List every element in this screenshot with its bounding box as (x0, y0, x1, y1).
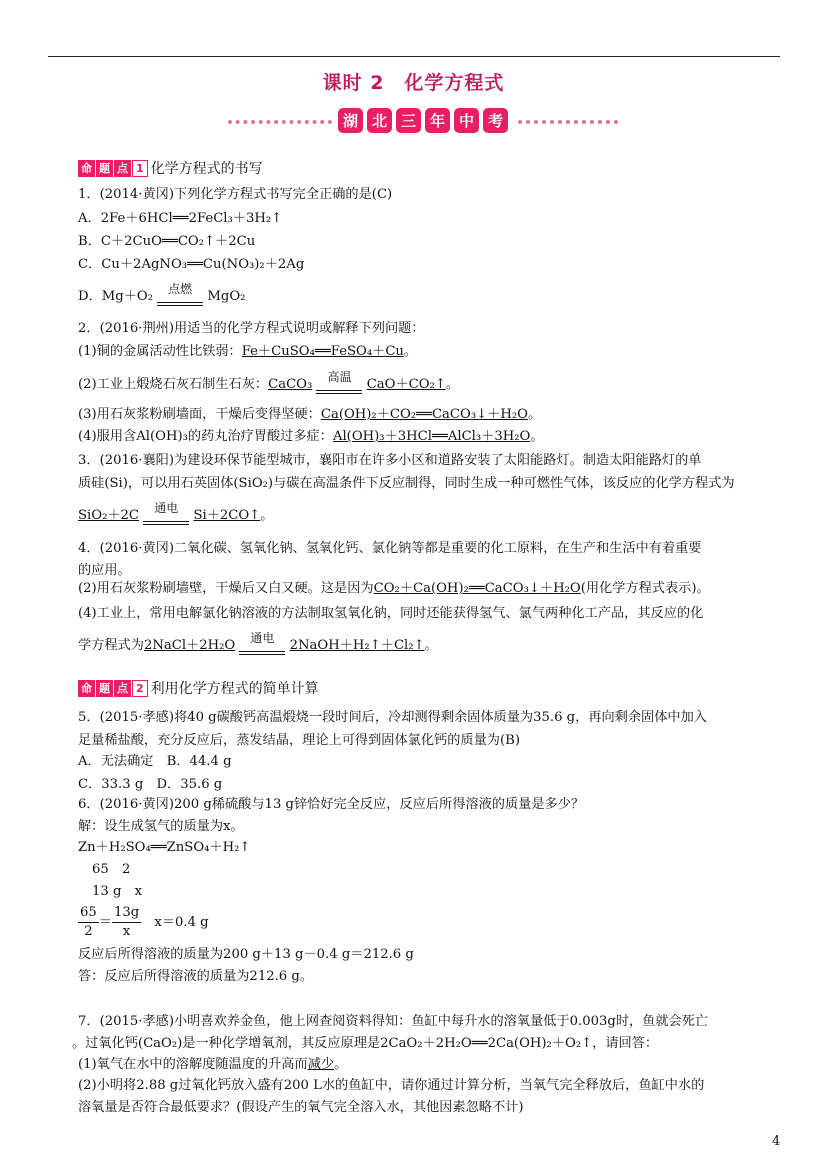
section-title: 利用化学方程式的简单计算 (150, 681, 319, 697)
option-a: A．2Fe＋6HCl══2FeCl₃＋3H₂↑ (78, 211, 283, 226)
q6-step: 反应后所得溶液的质量为200 g＋13 g－0.4 g＝212.6 g (78, 947, 414, 962)
header-rule (48, 56, 780, 57)
banner-char: 年 (425, 108, 450, 133)
question-6: 6．(2016·黄冈)200 g稀硫酸与13 g锌恰好完全反应，反应后所得溶液的质量是多少？ (78, 797, 585, 812)
banner-char: 考 (483, 108, 508, 133)
q7-part-1: (1)氧气在水中的溶解度随温度的升高而减少。 (78, 1057, 348, 1072)
q7-part-2-line-2: 溶氧量是否符合最低要求？(假设产生的氧气完全溶入水，其他因素忽略不计) (78, 1100, 524, 1115)
section-badge: 命 题 点 2 (78, 680, 149, 697)
section-heading-1 (78, 158, 263, 178)
question-4-line-2: 的应用。 (78, 563, 131, 578)
reaction-condition: 通电 (239, 643, 285, 655)
q2-part-3: (3)用石灰浆粉刷墙面，干燥后变得坚硬：Ca(OH)₂＋CO₂══CaCO₃↓＋H₂O。 (78, 407, 542, 422)
question-4-line-1: 4．(2016·黄冈)二氧化碳、氢氧化钠、氢氧化钙、氯化钠等都是重要的化工原料，在生产和生活中有着重要 (78, 541, 702, 556)
q6-step: Zn＋H₂SO₄══ZnSO₄＋H₂↑ (78, 840, 251, 855)
q7-part-2-line-1: (2)小明将2.88 g过氧化钙放入盛有200 L水的鱼缸中，请你通过计算分析，当氧气完全释放后，鱼缸中水的 (78, 1078, 705, 1093)
question-5-line-1: 5．(2015·孝感)将40 g碳酸钙高温煅烧一段时间后，冷却测得剩余固体质量为35.6 g，再向剩余固体中加入 (78, 710, 707, 725)
question-7-line-2: 。过氧化钙(CaO₂)是一种化学增氧剂，其反应原理是2CaO₂＋2H₂O══2Ca(OH)₂＋O₂↑，请回答： (72, 1036, 659, 1051)
question-3-answer: SiO₂＋2C 通电 Si＋2CO↑。 (78, 501, 274, 523)
q5-options-ab: A．无法确定 B．44.4 g (78, 754, 232, 769)
question-1: 1．(2014·黄冈)下列化学方程式书写完全正确的是(C) (78, 187, 393, 202)
q6-step: 解：设生成氢气的质量为x。 (78, 819, 244, 834)
fraction: $\frac{65}{2}$ (80, 905, 97, 939)
page-title: 课时 2 化学方程式 (322, 72, 505, 94)
q6-step: 65 2 (92, 862, 131, 877)
answer: Fe＋CuSO₄══FeSO₄＋Cu (241, 344, 404, 359)
option-d: D．Mg＋O₂ 点燃 MgO₂ (78, 282, 246, 304)
q2-part-1: (1)铜的金属活动性比铁弱：Fe＋CuSO₄══FeSO₄＋Cu。 (78, 344, 418, 359)
banner-dots-right (518, 120, 618, 128)
question-2: 2．(2016·荆州)用适当的化学方程式说明或解释下列问题： (78, 321, 425, 336)
banner-chars (338, 108, 508, 133)
q5-options-cd: C．33.3 g D．35.6 g (78, 777, 223, 792)
question-3-line-1: 3．(2016·襄阳)为建设环保节能型城市，襄阳市在许多小区和道路安装了太阳能路灯。制造太阳能路灯的单 (78, 453, 702, 468)
reaction-condition: 高温 (316, 382, 362, 394)
section-badge: 命 题 点 1 (78, 160, 149, 177)
section-heading-2 (78, 678, 319, 698)
question-5-line-2: 足量稀盐酸，充分反应后，蒸发结晶，理论上可得到固体氯化钙的质量为(B) (78, 733, 520, 748)
reaction-condition: 点燃 (157, 294, 203, 306)
question-3-line-2: 质硅(Si)，可以用石英固体(SiO₂)与碳在高温条件下反应制得，同时生成一种可燃性气体，该反应的化学方程式为 (78, 476, 735, 491)
option-c: C．Cu＋2AgNO₃══Cu(NO₃)₂＋2Ag (78, 257, 305, 272)
reaction-condition: 通电 (143, 513, 189, 525)
banner-char: 中 (454, 108, 479, 133)
question-7-line-1: 7．(2015·孝感)小明喜欢养金鱼，他上网查阅资料得知：鱼缸中每升水的溶氧量低于0.003g时，鱼就会死亡 (78, 1014, 709, 1029)
q4-part-2: (2)用石灰浆粉刷墙壁，干燥后又白又硬。这是因为CO₂＋Ca(OH)₂══CaCO₃↓＋H₂O(用化学方程式表示)。 (78, 581, 710, 596)
exam-banner (228, 108, 608, 136)
banner-char: 湖 (338, 108, 363, 133)
page-number: 4 (772, 1134, 781, 1149)
answer: 减少 (307, 1057, 335, 1072)
banner-dots-left (228, 120, 332, 128)
q4-part-4-line-1: (4)工业上，常用电解氯化钠溶液的方法制取氢氧化钠，同时还能获得氢气、氯气两种化工产品，其反应的化 (78, 606, 704, 621)
q6-proportion: $\frac{65}{2}$ ＝ $\frac{13g}{x}$ x＝0.4 g (80, 905, 209, 939)
banner-char: 北 (367, 108, 392, 133)
q2-part-2: (2)工业上煅烧石灰石制生石灰：CaCO₃ 高温 CaO＋CO₂↑。 (78, 370, 460, 392)
q6-step: 13 g x (92, 884, 143, 899)
q6-answer: 答：反应后所得溶液的质量为212.6 g。 (78, 969, 314, 984)
answer: Al(OH)₃＋3HCl══AlCl₃＋3H₂O (332, 429, 531, 444)
fraction: $\frac{13g}{x}$ (113, 905, 140, 939)
answer: CO₂＋Ca(OH)₂══CaCO₃↓＋H₂O (373, 581, 581, 596)
section-title: 化学方程式的书写 (150, 161, 263, 177)
answer: Ca(OH)₂＋CO₂══CaCO₃↓＋H₂O (320, 407, 528, 422)
q4-part-4-answer: 学方程式为2NaCl＋2H₂O 通电 2NaOH＋H₂↑＋Cl₂↑。 (78, 631, 438, 653)
banner-char: 三 (396, 108, 421, 133)
q2-part-4: (4)服用含Al(OH)₃的药丸治疗胃酸过多症：Al(OH)₃＋3HCl══AlCl₃＋3H₂O。 (78, 429, 544, 444)
option-b: B．C＋2CuO══CO₂↑＋2Cu (78, 234, 256, 249)
